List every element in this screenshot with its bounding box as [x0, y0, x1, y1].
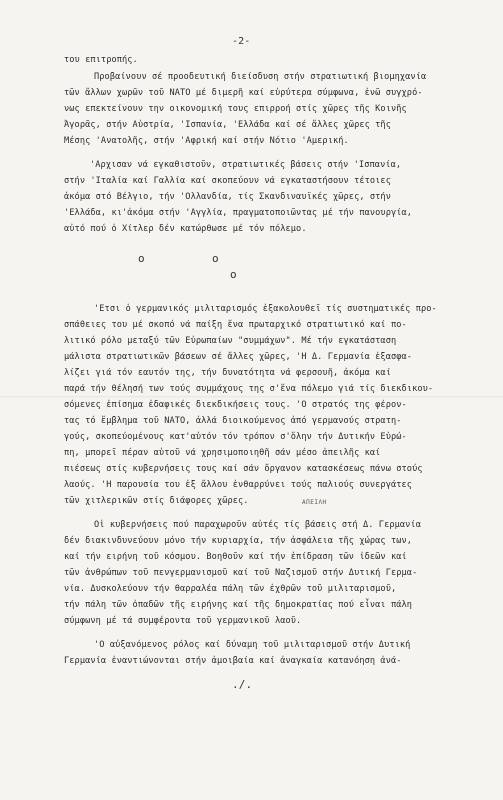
text-line: ἀκόμα στό Βέλγιο, τήν 'Ολλανδία, τίς Σκανδιναυϊκές χῶρες, στήν: [64, 192, 391, 202]
text-line: 'Ο αὐξανόμενος ρόλος καί δύναμη τοῦ μιλιταρισμοῦ στήν Δυτική: [94, 640, 411, 650]
text-line: λίζει γιά τόν εαυτόν της, τήν δυνατότητα νά φερσουῆ, ἀκόμα καί: [64, 368, 391, 378]
text-line: τῶν χιτλερικῶν στίς διάφορες χῶρες.: [64, 496, 249, 506]
text-line: τας τό ἔμβλημα τοῦ ΝΑΤΟ, ἀλλά διοικούμενος ἀπό γερμανούς στρατη-: [64, 416, 402, 426]
text-line: Ἀγορᾶς, στήν Αὐστρία, 'Ισπανία, 'Ελλάδα καί σέ ἄλλες χῶρες τῆς: [64, 120, 391, 130]
text-line: τῶν ἄλλων χωρῶν τοῦ ΝΑΤΟ μέ διμερῆ καί εὐρύτερα σύμφωνα, ἐνῶ συγχρό-: [64, 88, 423, 98]
text-line: Οἱ κυβερνήσεις πού παραχωροῦν αὐτές τίς βάσεις στή Δ. Γερμανία: [94, 520, 421, 530]
continuation-mark: ./.: [232, 678, 253, 691]
text-line: τῶν ἀνθρώπων τοῦ πενγερμανισμοῦ καί τοῦ Ναζισμοῦ στήν Δυτική Γερμα-: [64, 568, 418, 578]
text-line: παρά τήν θέλησή των τούς συμμάχους της σ'ἕνα πόλεμο γιά τίς διεκδικου-: [64, 384, 434, 394]
text-line: Προβαίνουν σέ προοδευτική διείσδυση στήν στρατιωτική βιομηχανία: [94, 72, 427, 82]
text-line: λαούς. 'Η παρουσία του ἐξ ἄλλου ἐνθαρρύνει τούς παλιούς συνεργάτες: [64, 480, 413, 490]
page-number: -2-: [232, 36, 251, 47]
handwritten-note: ΑΠΕΙΛΗ: [302, 499, 327, 506]
text-line: μάλιστα στρατιωτικῶν βάσεων σέ ἄλλες χῶρες, 'Η Δ. Γερμανία ἐξασφα-: [64, 352, 413, 362]
text-line: Γερμανία ἐναντιώνονται στήν ἀμοιβαία καί ἀναγκαία κατανόηση ἀνά-: [64, 656, 402, 666]
text-line: γούς, σκοπεύομένους κατ'αὐτόν τόν τρόπον σ'ὅλην τήν Δυτικήν Εὐρώ-: [64, 432, 407, 442]
separator-circle: o: [212, 252, 219, 265]
text-line: σύμφωνη μέ τά συμφέροντα τοῦ γερμανικοῦ λαοῦ.: [64, 616, 302, 626]
text-line: Μέσης 'Ανατολῆς, στήν 'Αφρική καί στήν Νότιο 'Αμερική.: [64, 136, 349, 146]
text-line: 'Αρχισαν νά εγκαθιστοῦν, στρατιωτικές βάσεις στήν 'Ισπανία,: [90, 160, 402, 170]
text-line: νως επεκτείνουν την οικονομική τους επιρροή στίς χῶρες τῆς Κοινῆς: [64, 104, 407, 114]
text-line: πη, μπορεῖ πέραν αὐτοῦ νά χρησιμοποιηθῆ σάν μέσο ἀπειλῆς καί: [64, 448, 381, 458]
text-line: λιτικό ρόλο μεταξύ τῶν Εὐρωπαίων "συμμάχων". Μέ τήν εγκατάσταση: [64, 336, 397, 346]
text-line: 'Ελλάδα, κι'ἀκόμα στήν 'Αγγλία, πραγματοποιῶντας μέ τήν πανουργία,: [64, 208, 413, 218]
text-line: σπάθειες του μέ σκοπό νά παίξη ἕνα πρωταρχικό στρατιωτικό καί πο-: [64, 320, 407, 330]
text-line: στήν 'Ιταλία καί Γαλλία καί σκοπεύουν νά εγκαταστήσουν τέτοιες: [64, 176, 391, 186]
text-line: του επιτροπής.: [64, 55, 138, 65]
text-line: πιέσεως στίς κυβερνήσεις τους καί σάν ὄργανον κατασκέσεως πάνω στούς: [64, 464, 423, 474]
text-line: δέν διακινδυνεύουν μόνο τήν κυριαρχία, τήν ἀσφάλεια τῆς χώρας των,: [64, 536, 413, 546]
paper-fold: [0, 396, 503, 398]
text-line: τήν πάλη τῶν ὀπαδῶν τῆς ειρήνης καί τῆς δημοκρατίας πού εἶναι πάλη: [64, 600, 413, 610]
text-line: αὐτό πού ὁ Χίτλερ δέν κατώρθωσε μέ τόν πόλεμο.: [64, 224, 307, 234]
text-line: σόμενες ἐπίσημα ἐδαφικές διεκδικήσεις τους. 'Ο στρατός της φέρον-: [64, 400, 407, 410]
text-line: 'Ετσι ὁ γερμανικός μιλιταρισμός ἐξακολουθεῖ τίς συστηματικές προ-: [94, 304, 437, 314]
separator-circle: o: [230, 268, 237, 281]
text-line: νία. Δυσκολεύουν τήν θαρραλέα πάλη τῶν ἐχθρῶν τοῦ μιλιταρισμοῦ,: [64, 584, 397, 594]
text-line: καί τήν ειρήνη τοῦ κόσμου. Βοηθοῦν καί τήν ἐπίδραση τῶν ἰδεῶν καί: [64, 552, 407, 562]
separator-circle: o: [138, 252, 145, 265]
